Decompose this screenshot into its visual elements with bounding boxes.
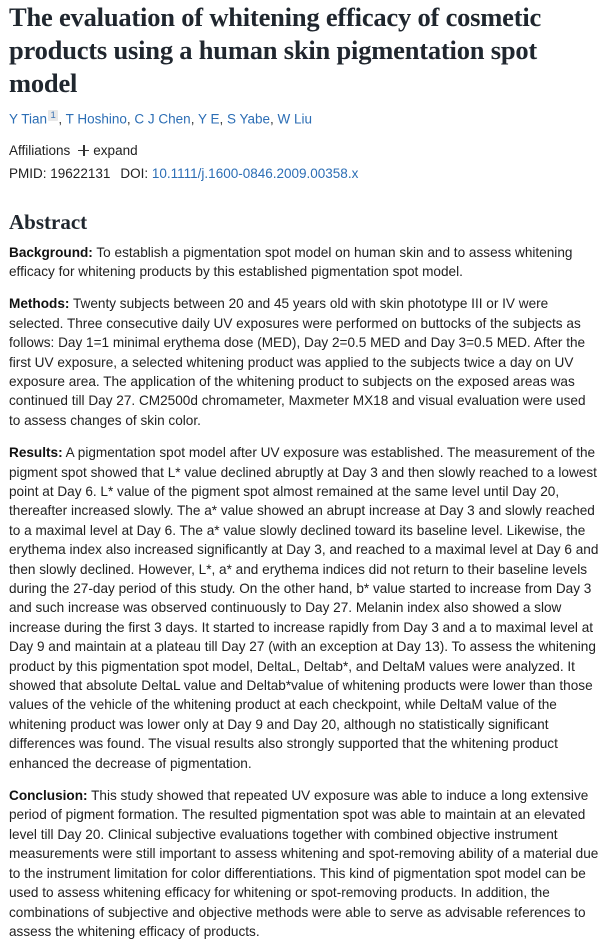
- author-separator: ,: [127, 112, 135, 127]
- author-separator: ,: [270, 112, 278, 127]
- author-link[interactable]: W Liu: [278, 112, 313, 127]
- abstract-paragraph: [9, 294, 600, 430]
- expand-affiliations-button[interactable]: [78, 142, 137, 160]
- plus-icon: [78, 145, 89, 156]
- identifiers-row: [9, 165, 600, 183]
- abstract-section-text: A pigmentation spot model after UV exposure was established. The measurement of the pigment spot showed that L* value declined abruptly at Day 3 and then slowly reached to a lowest point at Day 6. L* value of the pigment spot almost remained at the same level until Day 20, thereafter increased slowly. The a* value showed an abrupt increase at Day 3 and slowly reached to a maximal level at Day 6. The a* value slowly declined toward its baseline level. Likewise, the erythema index also increased significantly at Day 3, and reached to a maximal level at Day 6 and then slowly declined. However, L*, a* and erythema indices did not return to their baseline levels during the 27-day period of this study. On the other hand, b* value started to increase from Day 3 and such increase was observed continuously to Day 27. Melanin index also showed a slow increase during the first 3 days. It started to increase rapidly from Day 3 and a to maximal level at Day 9 and maintain at a plateau till Day 27 (with an exception at Day 13). To assess the whitening product by this pigmentation spot model, DeltaL, Deltab*, and DeltaM values were analyzed. It showed that absolute DeltaL value and Deltab*value of whitening products were lower than those values of the vehicle of the whitening product at each checkpoint, while DeltaM value of the whitening product was lower only at Day 9 and Day 20, although no statistically significant differences was found. The visual results also strongly supported that the whitening product enhanced the decrease of pigmentation.: [9, 445, 598, 771]
- abstract-section-text: This study showed that repeated UV exposure was able to induce a long extensive period of pigment formation. The resulted pigmentation spot was able to maintain at an elevated level till Day 20. Clinical subjective evaluations together with combined objective instrument measurements were still important to assess whitening and spot-removing ability of a material due to the instrument limitation for color differentiations. This kind of pigmentation spot model can be used to assess whitening efficacy for whitening or spot-removing products. In addition, the combinations of subjective and objective methods were able to serve as advisable references to assess the whitening efficacy of products.: [9, 788, 598, 939]
- author-separator: ,: [219, 112, 227, 127]
- abstract-section-label: Background:: [9, 245, 93, 260]
- affiliations-label: Affiliations: [9, 142, 70, 160]
- abstract-section-label: Methods:: [9, 296, 69, 311]
- abstract-paragraph: [9, 786, 600, 941]
- abstract-section: [9, 209, 600, 941]
- doi-link[interactable]: 10.1111/j.1600-0846.2009.00358.x: [152, 166, 358, 181]
- page-title: The evaluation of whitening efficacy of cosmetic products using a human skin pigmentation spot model: [9, 0, 600, 100]
- author-link[interactable]: C J Chen: [134, 112, 190, 127]
- pmid-block: [9, 166, 110, 181]
- abstract-section-text: Twenty subjects between 20 and 45 years old with skin phototype III or IV were selected. Three consecutive daily UV exposures were performed on buttocks of the subjects as follows: Day 1=1 minimal erythema dose (MED), Day 2=0.5 MED and Day 3=0.5 MED. After the first UV exposure, a selected whitening product was applied to the subjects twice a day on UV exposure area. The application of the whitening product to subjects on the exposed areas was continued till Day 27. CM2500d chromameter, Maxmeter MX18 and visual evaluation were used to assess changes of skin color.: [9, 296, 586, 427]
- author-link[interactable]: Y Tian: [9, 112, 47, 127]
- author-link[interactable]: S Yabe: [227, 112, 270, 127]
- abstract-section-label: Conclusion:: [9, 788, 88, 803]
- abstract-heading: Abstract: [9, 209, 600, 235]
- author-separator: ,: [191, 112, 198, 127]
- pmid-value: 19622131: [50, 166, 110, 181]
- abstract-paragraph: [9, 243, 600, 282]
- doi-block: [120, 166, 358, 181]
- pmid-label: PMID:: [9, 166, 47, 181]
- author-link[interactable]: T Hoshino: [66, 112, 127, 127]
- abstract-body: [9, 243, 600, 941]
- abstract-section-text: To establish a pigmentation spot model on human skin and to assess whitening efficacy for whitening products by this established pigmentation spot model.: [9, 245, 572, 279]
- authors-list: [9, 110, 600, 129]
- author-affiliation-marker[interactable]: 1: [48, 110, 58, 121]
- abstract-paragraph: [9, 443, 600, 773]
- abstract-section-label: Results:: [9, 445, 63, 460]
- doi-label: DOI:: [120, 166, 148, 181]
- affiliations-row: [9, 142, 600, 160]
- expand-label: expand: [93, 142, 137, 160]
- author-separator: ,: [58, 112, 65, 127]
- author-link[interactable]: Y E: [198, 112, 220, 127]
